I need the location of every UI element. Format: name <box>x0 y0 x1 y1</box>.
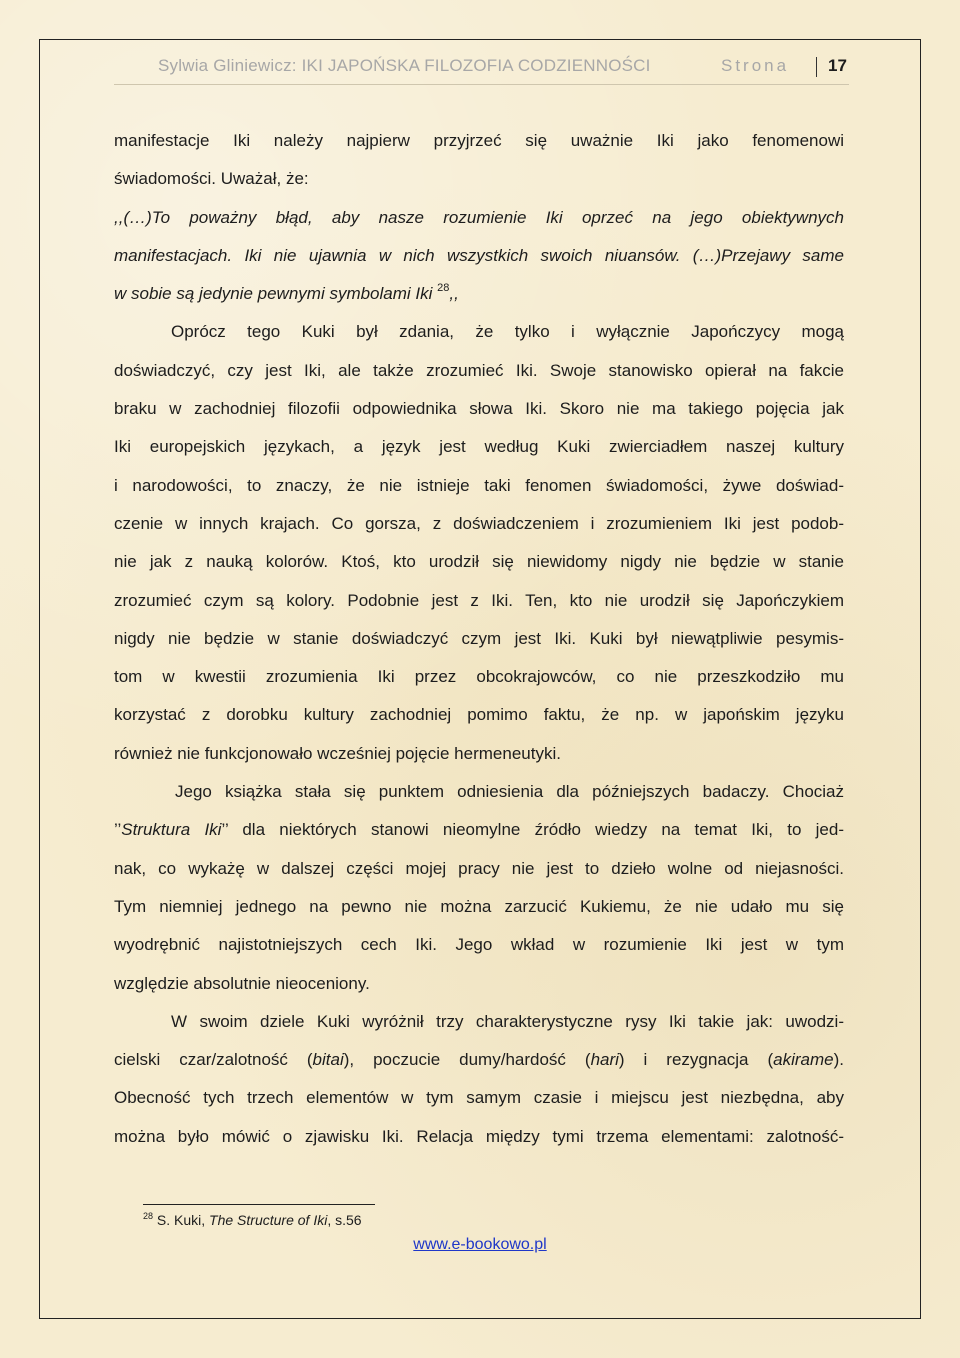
text-line: doświadczyć, czy jest Iki, ale także zrozumieć Iki. Swoje stanowisko opierał na fakcie <box>114 360 844 380</box>
website-link[interactable]: www.e-bookowo.pl <box>413 1236 547 1253</box>
book-title: Struktura Iki <box>121 820 222 840</box>
text-span: ), poczucie dumy/hardość ( <box>343 1050 591 1070</box>
text-line: i narodowości, to znaczy, że nie istnieje taki fenomen świadomości, żywe doświad- <box>114 475 844 495</box>
text-line: Jego książka stała się punktem odniesienia dla późniejszych badaczy. Chociaż <box>175 782 844 802</box>
term-hari: hari <box>590 1050 619 1070</box>
text-line: Obecność tych trzech elementów w tym samym czasie i miejscu jest niezbędna, aby <box>114 1088 844 1108</box>
footnote-book-title: The Structure of Iki <box>209 1212 328 1228</box>
body-text <box>114 122 844 1156</box>
footnote <box>143 1212 362 1228</box>
text-span: ). <box>833 1050 844 1070</box>
header-rule <box>114 84 849 85</box>
text-line: nie jak z nauką kolorów. Ktoś, kto urodził się niewidomy nigdy nie będzie w stanie <box>114 552 844 572</box>
text-line: tom w kwestii zrozumienia Iki przez obcokrajowców, co nie przeszkodziło mu <box>114 667 844 687</box>
footnote-text: S. Kuki, <box>153 1212 210 1228</box>
footnote-rule <box>143 1204 375 1205</box>
open-quote: ’’ <box>114 820 122 840</box>
quote-line <box>114 199 844 237</box>
text-span: cielski czar/zalotność ( <box>114 1050 313 1070</box>
text-line: nigdy nie będzie w stanie doświadczyć czym jest Iki. Kuki był niewątpliwie pesymis- <box>114 628 844 648</box>
quote-line <box>114 275 844 313</box>
close-quote: ’’ <box>221 820 229 840</box>
text-line: korzystać z dorobku kultury zachodniej pomimo faktu, że np. w japońskim języku <box>114 705 844 725</box>
header-page-label: Strona <box>721 56 790 75</box>
footnote-number: 28 <box>143 1211 154 1221</box>
quote-text: manifestacjach. Iki nie ujawnia w nich wszystkich swoich niuansów. (…)Przejawy same <box>114 245 844 265</box>
header-title: Sylwia Gliniewicz: IKI JAPOŃSKA FILOZOFIA CODZIENNOŚCI <box>158 56 651 75</box>
text-line: braku w zachodniej filozofii odpowiednika słowa Iki. Skoro nie ma takiego pojęcia jak <box>114 399 844 419</box>
quote-line <box>114 237 844 275</box>
running-header <box>158 56 848 82</box>
text-line: Tym niemniej jednego na pewno nie można zarzucić Kukiemu, że nie udało mu się <box>114 896 844 916</box>
quote-close: ,, <box>449 284 459 304</box>
quote-text: ,,(…)To poważny błąd, aby nasze rozumienie Iki oprzeć na jego obiektywnych <box>114 207 844 227</box>
text-line: Iki europejskich językach, a język jest według Kuki zwierciadłem naszej kultury <box>114 437 844 457</box>
text-span: ) i rezygnacja ( <box>618 1050 774 1070</box>
text-line <box>114 1041 844 1079</box>
text-line: można było mówić o zjawisku Iki. Relacja między tymi trzema elementami: zalotność- <box>114 1126 844 1146</box>
text-line: nak, co wykażę w dalszej części mojej pracy nie jest to dzieło wolne od niejasności. <box>114 858 844 878</box>
text-line: zrozumieć czym są kolory. Podobnie jest z Iki. Ten, kto nie urodził się Japończykiem <box>114 590 844 610</box>
text-line: czenie w innych krajach. Co gorsza, z doświadczeniem i zrozumieniem Iki jest podob- <box>114 513 844 533</box>
text-line: manifestacje Iki należy najpierw przyjrzeć się uważnie Iki jako fenomenowi <box>114 131 844 150</box>
term-akirame: akirame <box>773 1050 834 1070</box>
text-line <box>114 811 844 849</box>
text-line: Oprócz tego Kuki był zdania, że tylko i wyłącznie Japończycy mogą <box>171 322 844 342</box>
text-line: względzie absolutnie nieoceniony. <box>114 973 370 993</box>
text-span: dla niektórych stanowi nieomylne źródło wiedzy na temat Iki, to jed- <box>228 820 844 840</box>
text-line: również nie funkcjonowało wcześniej pojęcie hermeneutyki. <box>114 743 561 763</box>
term-bitai: bitai <box>312 1050 344 1070</box>
footnote-ref[interactable]: 28 <box>437 282 450 295</box>
text-line: W swoim dziele Kuki wyróżnił trzy charakterystyczne rysy Iki takie jak: uwodzi- <box>171 1011 844 1031</box>
footnote-text: , s.56 <box>327 1212 362 1228</box>
text-line: świadomości. Uważał, że: <box>114 169 309 189</box>
header-divider <box>816 57 817 77</box>
quote-text: w sobie są jedynie pewnymi symbolami Iki <box>114 284 438 304</box>
page-number: 17 <box>828 56 847 75</box>
text-line: wyodrębnić najistotniejszych cech Iki. Jego wkład w rozumienie Iki jest w tym <box>114 935 844 955</box>
